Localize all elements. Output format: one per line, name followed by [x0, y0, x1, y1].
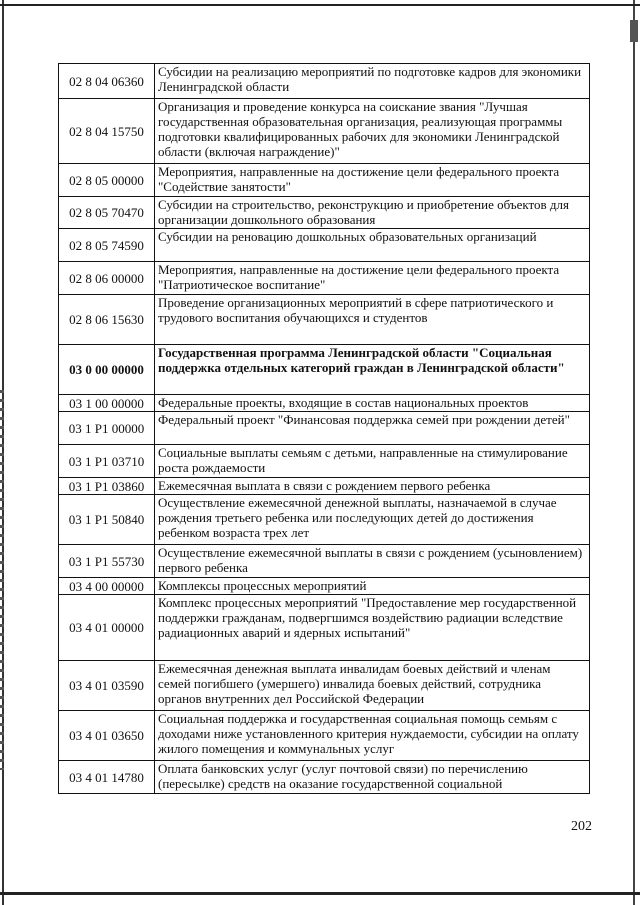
- row-code: 03 1 P1 00000: [59, 412, 155, 445]
- table-row: [59, 495, 590, 545]
- row-description: Федеральный проект "Финансовая поддержка семей при рождении детей": [155, 412, 590, 445]
- table-row: [59, 197, 590, 229]
- table-row: [59, 578, 590, 595]
- table-row: [59, 761, 590, 794]
- table-row: [59, 345, 590, 395]
- table-row: [59, 395, 590, 412]
- row-description: Оплата банковских услуг (услуг почтовой связи) по перечислению (пересылке) средств на оказание государственной социальной: [155, 761, 590, 794]
- row-description: Социальные выплаты семьям с детьми, направленные на стимулирование роста рождаемости: [155, 445, 590, 478]
- table-row: [59, 445, 590, 478]
- row-code: 03 1 P1 55730: [59, 545, 155, 578]
- row-code: 03 0 00 00000: [59, 345, 155, 395]
- table-row: [59, 99, 590, 164]
- row-description: Мероприятия, направленные на достижение цели федерального проекта "Содействие занятости": [155, 164, 590, 197]
- row-description: Ежемесячная денежная выплата инвалидам боевых действий и членам семей погибшего (умершего) инвалида боевых действий, сотрудника органов внутренних дел Российской Федерации: [155, 661, 590, 711]
- row-code: 03 4 01 03650: [59, 711, 155, 761]
- row-description: Социальная поддержка и государственная социальная помощь семьям с доходами ниже установленного критерия нуждаемости, субсидии на оплату жилого помещения и коммунальных услуг: [155, 711, 590, 761]
- row-code: 03 1 P1 50840: [59, 495, 155, 545]
- row-description: Субсидии на строительство, реконструкцию и приобретение объектов для организации дошкольного образования: [155, 197, 590, 229]
- row-code: 03 4 01 14780: [59, 761, 155, 794]
- table-row: [59, 478, 590, 495]
- table-row: [59, 295, 590, 345]
- table-row: [59, 711, 590, 761]
- table-row: [59, 229, 590, 262]
- table-row: [59, 64, 590, 99]
- row-description: Ежемесячная выплата в связи с рождением первого ребенка: [155, 478, 590, 495]
- row-code: 02 8 06 15630: [59, 295, 155, 345]
- row-description: Осуществление ежемесячной денежной выплаты, назначаемой в случае рождения третьего ребенка или последующих детей до достижения ребенком возраста трех лет: [155, 495, 590, 545]
- row-code: 03 4 01 00000: [59, 595, 155, 661]
- table-row: [59, 595, 590, 661]
- scan-edge-mark: [630, 20, 638, 42]
- row-description: Субсидии на реновацию дошкольных образовательных организаций: [155, 229, 590, 262]
- row-code: 02 8 04 06360: [59, 64, 155, 99]
- row-code: 02 8 05 00000: [59, 164, 155, 197]
- scan-top-edge: [0, 4, 640, 6]
- scan-binding-marks: [0, 390, 4, 770]
- row-code: 02 8 04 15750: [59, 99, 155, 164]
- row-description: Субсидии на реализацию мероприятий по подготовке кадров для экономики Ленинградской области: [155, 64, 590, 99]
- row-code: 03 4 00 00000: [59, 578, 155, 595]
- row-description: Осуществление ежемесячной выплаты в связи с рождением (усыновлением) первого ребенка: [155, 545, 590, 578]
- row-code: 03 1 00 00000: [59, 395, 155, 412]
- row-description: Государственная программа Ленинградской области "Социальная поддержка отдельных категорий граждан в Ленинградской области": [155, 345, 590, 395]
- row-code: 03 1 P1 03710: [59, 445, 155, 478]
- row-description: Комплекс процессных мероприятий "Предоставление мер государственной поддержки гражданам, подвергшимся воздействию радиации вследствие радиационных аварий и ядерных испытаний": [155, 595, 590, 661]
- row-description: Комплексы процессных мероприятий: [155, 578, 590, 595]
- table-row: [59, 412, 590, 445]
- row-description: Федеральные проекты, входящие в состав национальных проектов: [155, 395, 590, 412]
- row-code: 02 8 06 00000: [59, 262, 155, 295]
- scan-right-edge: [633, 0, 635, 905]
- budget-classification-table: [58, 63, 590, 794]
- row-code: 02 8 05 70470: [59, 197, 155, 229]
- row-code: 03 4 01 03590: [59, 661, 155, 711]
- row-code: 03 1 P1 03860: [59, 478, 155, 495]
- row-description: Организация и проведение конкурса на соискание звания "Лучшая государственная образовательная организация, реализующая программы подготовки квалифицированных рабочих для экономики Ленинградской области (включая награждение)": [155, 99, 590, 164]
- page-number: 202: [571, 819, 592, 834]
- table-row: [59, 661, 590, 711]
- row-description: Мероприятия, направленные на достижение цели федерального проекта "Патриотическое воспитание": [155, 262, 590, 295]
- table-row: [59, 545, 590, 578]
- table-row: [59, 262, 590, 295]
- row-code: 02 8 05 74590: [59, 229, 155, 262]
- scan-bottom-edge: [0, 892, 640, 895]
- table-row: [59, 164, 590, 197]
- row-description: Проведение организационных мероприятий в сфере патриотического и трудового воспитания обучающихся и студентов: [155, 295, 590, 345]
